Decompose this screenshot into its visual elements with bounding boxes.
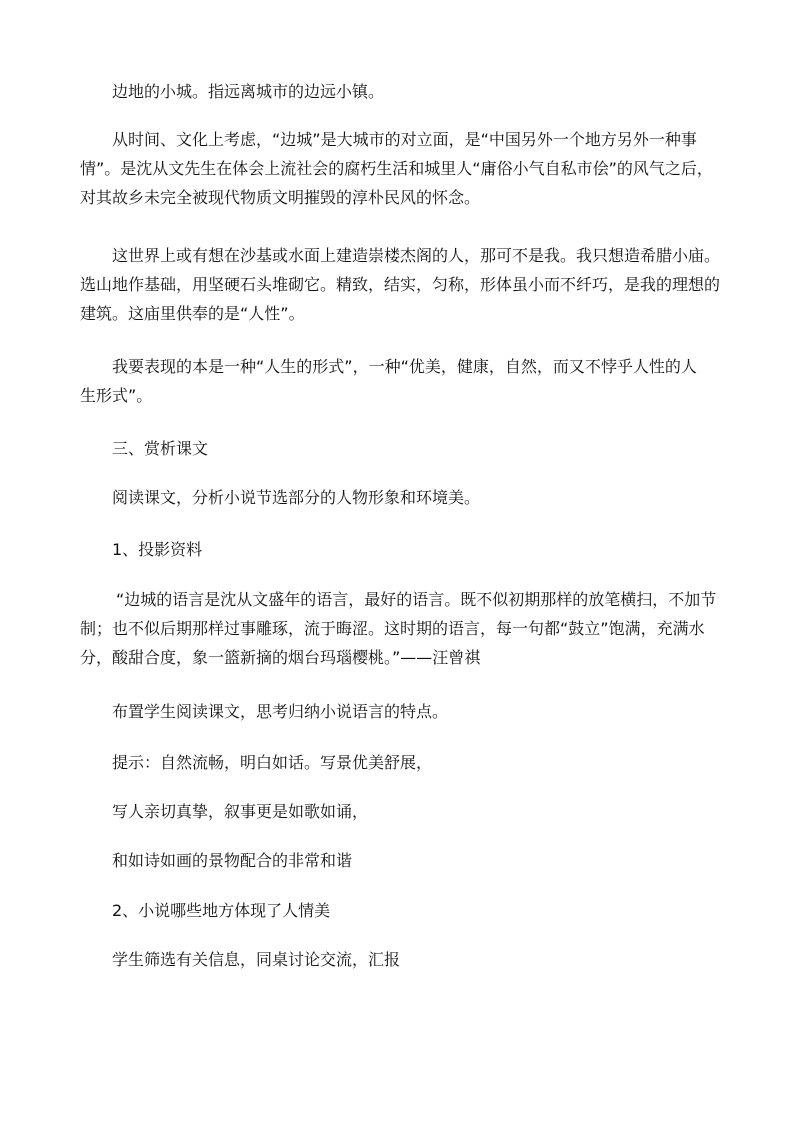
text-line: 写人亲切真挚，叙事更是如歌如诵， — [112, 802, 369, 821]
text-line: 三、赏析课文 — [112, 439, 209, 458]
text-line: 分，酸甜合度，象一篮新摘的烟台玛瑙樱桃。”——汪曾祺 — [80, 648, 481, 667]
text-line: 阅读课文，分析小说节选部分的人物形象和环境美。 — [112, 488, 481, 507]
section-heading-appreciation — [80, 434, 752, 463]
paragraph-greek-temple — [80, 241, 720, 328]
text-line: 生形式”。 — [80, 386, 153, 405]
text-line: 建筑。这庙里供奉的是“人性”。 — [80, 304, 305, 323]
subheading-projection — [80, 535, 752, 564]
text-line: 我要表现的本是一种“人生的形式”，一种“优美，健康，自然，而又不悖乎人性的人 — [112, 357, 697, 376]
paragraph-biandi-definition — [80, 77, 752, 106]
paragraph-hint-continued-1 — [80, 797, 752, 826]
paragraph-wang-zengqi-quote — [80, 585, 720, 672]
paragraph-reading-task — [80, 483, 752, 512]
text-line: 这世界上或有想在沙基或水面上建造崇楼杰阁的人，那可不是我。我只想造希腊小庙。 — [112, 246, 721, 265]
paragraph-life-form — [80, 352, 720, 410]
paragraph-student-task — [80, 945, 752, 974]
text-line: 情”。是沈从文先生在体会上流社会的腐朽生活和城里人“庸俗小气自私市侩”的风气之后， — [80, 159, 713, 178]
text-line: 学生筛选有关信息，同桌讨论交流，汇报 — [112, 950, 401, 969]
text-line: “边城的语言是沈从文盛年的语言，最好的语言。既不似初期那样的放笔横扫，不加节 — [116, 590, 717, 609]
text-line: 和如诗如画的景物配合的非常和谐 — [112, 851, 353, 870]
paragraph-hint-continued-2 — [80, 846, 752, 875]
text-line: 2、小说哪些地方体现了人情美 — [112, 901, 331, 920]
text-line: 对其故乡未完全被现代物质文明摧毁的淳朴民风的怀念。 — [80, 188, 481, 207]
paragraph-hint — [80, 748, 752, 777]
subheading-human-beauty — [80, 896, 752, 925]
text-line: 选山地作基础，用坚硬石头堆砌它。精致，结实，匀称，形体虽小而不纤巧，是我的理想的 — [80, 275, 721, 294]
text-line: 1、投影资料 — [112, 540, 203, 559]
text-line: 边地的小城。指远离城市的边远小镇。 — [112, 82, 385, 101]
text-line: 提示：自然流畅，明白如话。写景优美舒展， — [112, 753, 433, 772]
paragraph-assignment — [80, 697, 752, 726]
paragraph-biancheng-meaning — [80, 125, 720, 212]
text-line: 制；也不似后期那样过事雕琢，流于晦涩。这时期的语言，每一句都“鼓立”饱满，充满水 — [80, 619, 705, 638]
text-line: 从时间、文化上考虑，“边城”是大城市的对立面，是“中国另外一个地方另外一种事 — [112, 130, 697, 149]
text-line: 布置学生阅读课文，思考归纳小说语言的特点。 — [112, 702, 449, 721]
